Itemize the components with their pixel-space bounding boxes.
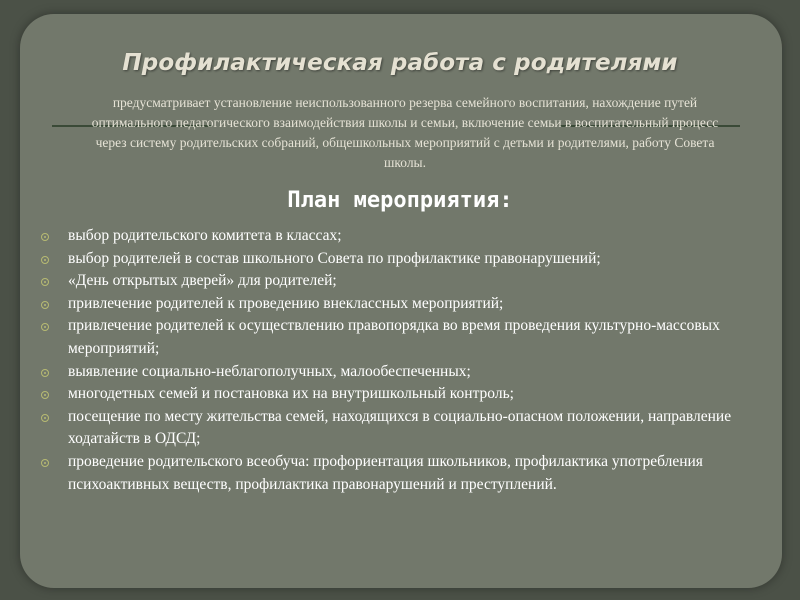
list-item-text: посещение по месту жительства семей, находящихся в социально-опасном положении, направление ходатайств в ОДСД; — [68, 407, 732, 448]
list-item-text: выявление социально-неблагополучных, малообеспеченных; — [68, 362, 471, 380]
list-item — [40, 383, 760, 406]
list-item-text: привлечение родителей к проведению внеклассных мероприятий; — [68, 294, 504, 312]
list-item — [40, 315, 760, 360]
plan-heading: План мероприятия: — [287, 188, 513, 213]
list-item-text: «День открытых дверей» для родителей; — [68, 272, 337, 290]
list-item — [40, 406, 760, 451]
list-item-text: выбор родительского комитета в классах; — [68, 227, 342, 244]
ring-bullet-icon — [41, 323, 49, 331]
intro-paragraph: предусматривает установление неиспользованного резерва семейного воспитания, нахождение путей оптимального педагогического взаимодействия школы и семьи, включение семьи в воспитательный процесс через систему родительских собраний, общешкольных мероприятий с детьми и родителями, работу Совета школы. — [91, 95, 719, 170]
list-item-text: выбор родителей в состав школьного Совета по профилактике правонарушений; — [68, 249, 601, 267]
list-item — [40, 248, 760, 271]
list-item-text: привлечение родителей к осуществлению правопорядка во время проведения культурно-массовых мероприятий; — [68, 317, 720, 357]
list-item-text: проведение родительского всеобуча: профориентация школьников, профилактика употребления психоактивных веществ, профилактика правонарушений и преступлений. — [68, 452, 703, 493]
ring-bullet-icon — [41, 459, 49, 467]
list-item-text: многодетных семей и постановка их на внутришкольный контроль; — [68, 385, 514, 403]
ring-bullet-icon — [41, 301, 49, 309]
ring-bullet-icon — [41, 256, 49, 264]
list-item — [40, 361, 760, 384]
ring-bullet-icon — [41, 278, 49, 286]
list-item — [40, 270, 760, 293]
plan-list — [40, 225, 760, 496]
slide-title: Профилактическая работа с родителями — [122, 50, 678, 76]
ring-bullet-icon — [41, 414, 49, 422]
ring-bullet-icon — [41, 369, 49, 377]
list-item — [40, 451, 760, 496]
ring-bullet-icon — [41, 233, 49, 241]
list-item — [40, 225, 760, 248]
ring-bullet-icon — [41, 391, 49, 399]
list-item — [40, 293, 760, 316]
